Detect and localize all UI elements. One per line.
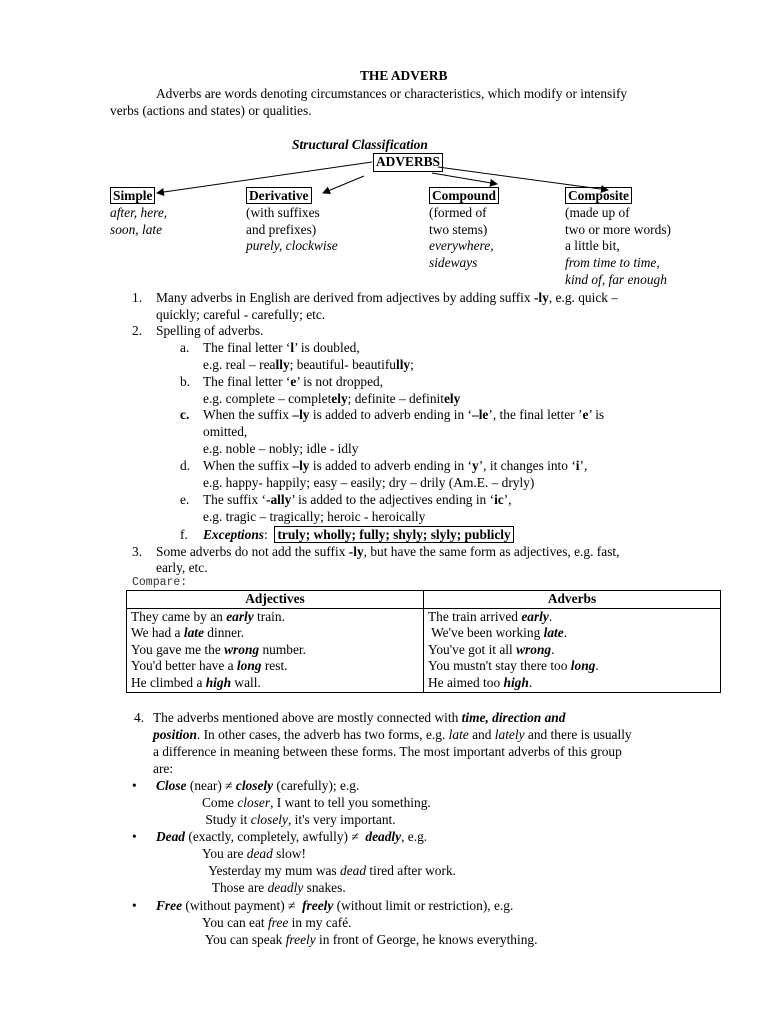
example-italic: deadly	[267, 880, 304, 895]
cell-text: .	[551, 641, 555, 657]
p2c-line-1	[203, 407, 604, 424]
p2c-ending: –le	[472, 407, 489, 422]
p2c-suffix: –ly	[292, 407, 310, 422]
p4-text: and	[468, 727, 495, 742]
example-text: in my café.	[288, 915, 352, 930]
p2b-text: e.g. complete – complet	[203, 391, 332, 406]
p2b-bold: ely	[443, 391, 461, 406]
p3-suffix: -ly	[348, 544, 364, 559]
cell-text: .	[548, 608, 553, 624]
p2b-line-1	[203, 374, 383, 391]
example-italic: dead	[246, 846, 273, 861]
bullet-text: (without limit or restriction), e.g.	[333, 898, 514, 913]
example-line	[202, 812, 396, 829]
cell-emph: wrong	[516, 641, 552, 657]
cell-text: You'd better have a	[131, 658, 237, 674]
p2a-text: ’ is doubled,	[294, 340, 360, 355]
bullet-dead	[156, 829, 427, 846]
cell-text: He climbed a	[131, 674, 206, 690]
p3-text: , but have the same form as adjectives, e.g. fast,	[363, 544, 620, 559]
p4-italic: lately	[494, 727, 525, 742]
table-row	[127, 658, 721, 675]
table-row	[127, 608, 721, 625]
classification-heading: Structural Classification	[292, 137, 428, 152]
p2a-text: ;	[410, 357, 414, 372]
p2e-example: e.g. tragic – tragically; heroic - heroically	[203, 509, 426, 524]
p2b-letter: e	[290, 374, 297, 389]
p3-line-1	[156, 544, 619, 561]
table-cell	[424, 675, 721, 692]
group-derivative-line: and prefixes)	[246, 221, 317, 237]
comparison-table	[126, 590, 721, 693]
cell-text: .	[528, 674, 533, 690]
example-text: Those are	[202, 880, 268, 895]
page-title: THE ADVERB	[360, 68, 448, 83]
example-line	[202, 915, 352, 932]
p2-number: 2.	[132, 323, 143, 338]
example-text: slow!	[272, 846, 306, 861]
p2a-bold: lly	[275, 357, 290, 372]
table-cell	[424, 608, 721, 625]
bullet-text: (carefully); e.g.	[273, 778, 360, 793]
table-cell	[424, 658, 721, 675]
group-simple	[110, 188, 167, 238]
cell-emph: long	[236, 658, 262, 674]
table-cell	[424, 625, 721, 642]
example-text: snakes.	[303, 880, 346, 895]
table-cell	[127, 658, 424, 675]
p1-text: Many adverbs in English are derived from adjectives by adding suffix	[156, 290, 534, 305]
p3-text: Some adverbs do not add the suffix	[156, 544, 349, 559]
example-line	[202, 795, 431, 812]
p2f-line	[203, 527, 514, 544]
arrow-to-compound	[432, 173, 497, 184]
bullet-text: (without payment) ≠	[182, 898, 303, 913]
table-row	[127, 675, 721, 692]
p4-text: . In other cases, the adverb has two forms, e.g.	[196, 727, 449, 742]
cell-emph: early	[521, 608, 549, 624]
group-simple-label: Simple	[110, 187, 155, 204]
p2a-example	[203, 357, 414, 374]
example-text: in front of George, he knows everything.	[315, 932, 538, 947]
p2e-text: ’,	[503, 492, 512, 507]
example-italic: freely	[285, 932, 316, 947]
example-text: Yesterday my mum was	[202, 863, 340, 878]
cell-text: rest.	[261, 658, 288, 674]
group-simple-line: soon, late	[110, 221, 163, 237]
cell-emph: high	[503, 674, 529, 690]
p2d-letter: i	[575, 458, 580, 473]
p2d-marker: d.	[180, 458, 191, 473]
example-line	[202, 932, 537, 949]
example-italic: dead	[340, 863, 367, 878]
example-text: Study it	[202, 812, 251, 827]
group-composite-line: from time to time,	[565, 255, 660, 271]
table-cell	[127, 608, 424, 625]
group-composite-line: two or more words)	[565, 221, 671, 237]
example-text: You can eat	[202, 915, 268, 930]
root-box-adverbs: ADVERBS	[373, 153, 443, 172]
bullet-word: Dead	[156, 829, 186, 844]
cell-text: .	[595, 658, 599, 674]
p2a-bold: lly	[395, 357, 411, 372]
p4-emph: time, direction and	[461, 710, 566, 725]
group-derivative-label: Derivative	[246, 187, 312, 204]
p2a-marker: a.	[180, 340, 190, 355]
p4-italic: late	[448, 727, 469, 742]
group-composite	[565, 188, 671, 289]
p2e-marker: e.	[180, 492, 190, 507]
p4-text: and there is usually	[524, 727, 632, 742]
p2c-marker: c.	[180, 407, 190, 422]
cell-text: dinner.	[203, 625, 245, 641]
example-line	[202, 863, 456, 880]
example-text: , it's very important.	[287, 812, 396, 827]
p4-line-3: a difference in meaning between these forms. The most important adverbs of this group	[153, 744, 622, 759]
p2b-example	[203, 391, 460, 408]
p2d-line-1	[203, 458, 587, 475]
example-line	[202, 880, 346, 897]
p2c-text: is added to adverb ending in ‘	[309, 407, 473, 422]
p4-line-1	[153, 710, 565, 727]
example-italic: closely	[250, 812, 288, 827]
p2d-text: ’,	[579, 458, 588, 473]
group-derivative-line: purely, clockwise	[246, 238, 338, 254]
example-text: Come	[202, 795, 238, 810]
p2e-text: The suffix ‘	[203, 492, 266, 507]
table-header-adverbs: Adverbs	[424, 591, 721, 609]
table-cell	[127, 625, 424, 642]
p4-number: 4.	[134, 710, 145, 725]
cell-text: He aimed too	[428, 674, 504, 690]
p2d-text: When the suffix	[203, 458, 293, 473]
cell-emph: wrong	[224, 641, 260, 657]
p2c-text: When the suffix	[203, 407, 293, 422]
p2a-text: The final letter ‘	[203, 340, 291, 355]
group-composite-line: a little bit,	[565, 238, 620, 254]
p2c-line-2: omitted,	[203, 424, 248, 439]
exceptions-box: truly; wholly; fully; shyly; slyly; publicly	[274, 526, 513, 543]
table-cell	[424, 642, 721, 659]
p2c-letter: e	[582, 407, 589, 422]
group-compound	[429, 188, 499, 272]
bullet-word: freely	[302, 898, 334, 913]
bullet-icon: •	[132, 898, 137, 913]
cell-emph: late	[183, 625, 204, 641]
p2b-text: ’ is not dropped,	[296, 374, 384, 389]
p1-suffix: -ly	[533, 290, 549, 305]
p1-line-1	[156, 290, 618, 307]
group-compound-line: everywhere,	[429, 238, 494, 254]
group-compound-line: sideways	[429, 255, 478, 271]
table-header-row	[127, 591, 721, 609]
group-composite-line: kind of, far enough	[565, 271, 667, 287]
group-derivative-line: (with suffixes	[246, 204, 320, 220]
p2f-marker: f.	[180, 527, 188, 542]
p2b-marker: b.	[180, 374, 191, 389]
cell-text: We've been working	[428, 625, 544, 641]
cell-text: You've got it all	[428, 641, 517, 657]
group-composite-label: Composite	[565, 187, 632, 204]
cell-text: train.	[253, 608, 285, 624]
example-italic: free	[267, 915, 289, 930]
p2d-suffix: –ly	[292, 458, 310, 473]
p2c-example: e.g. noble – nobly; idle - idly	[203, 441, 359, 456]
exceptions-colon: :	[264, 527, 268, 542]
p2c-text: ’, the final letter ’	[488, 407, 583, 422]
table-row	[127, 625, 721, 642]
group-compound-label: Compound	[429, 187, 499, 204]
table-row	[127, 642, 721, 659]
p2b-text: ; definite – definit	[347, 391, 444, 406]
p1-number: 1.	[132, 290, 143, 305]
example-italic: closer	[237, 795, 271, 810]
bullet-close	[156, 778, 359, 795]
example-text: You can speak	[202, 932, 286, 947]
cell-text: number.	[259, 641, 306, 657]
table-header-adjectives: Adjectives	[127, 591, 424, 609]
bullet-word: Close	[156, 778, 187, 793]
p4-emph: position	[153, 727, 197, 742]
bullet-icon: •	[132, 829, 137, 844]
cell-emph: long	[570, 658, 596, 674]
p2e-ending: ic	[494, 492, 504, 507]
cell-text: You gave me the	[131, 641, 225, 657]
p2d-ending: y	[472, 458, 479, 473]
p2-heading: Spelling of adverbs.	[156, 323, 264, 338]
compare-label: Compare:	[132, 576, 188, 589]
p2b-text: The final letter ‘	[203, 374, 291, 389]
p4-text: The adverbs mentioned above are mostly connected with	[153, 710, 462, 725]
p1-text: , e.g. quick –	[548, 290, 618, 305]
cell-text: They came by an	[131, 608, 227, 624]
p4-line-2	[153, 727, 632, 744]
p2e-text: ’ is added to the adjectives ending in ‘	[291, 492, 495, 507]
p3-line-2: early, etc.	[156, 560, 208, 575]
p2d-example: e.g. happy- happily; easy – easily; dry – drily (Am.E. – dryly)	[203, 475, 535, 490]
group-simple-line: after, here,	[110, 204, 168, 220]
p2b-bold: ely	[331, 391, 348, 406]
p2a-text: ; beautiful- beautifu	[289, 357, 396, 372]
example-text: , I want to tell you something.	[270, 795, 431, 810]
bullet-text: , e.g.	[401, 829, 428, 844]
intro-line-1: Adverbs are words denoting circumstances or characteristics, which modify or intensify	[156, 86, 628, 101]
bullet-word: deadly	[365, 829, 402, 844]
p2a-line-1	[203, 340, 360, 357]
bullet-word: closely	[235, 778, 274, 793]
group-composite-line: (made up of	[565, 204, 630, 220]
cell-emph: late	[543, 625, 564, 641]
p2e-line-1	[203, 492, 512, 509]
group-derivative	[246, 188, 338, 255]
table-cell	[127, 675, 424, 692]
bullet-text: (exactly, completely, awfully) ≠	[185, 829, 366, 844]
exceptions-label: Exceptions	[203, 527, 265, 542]
cell-text: We had a	[131, 625, 184, 641]
intro-line-2: verbs (actions and states) or qualities.	[110, 103, 312, 118]
group-compound-line: two stems)	[429, 221, 488, 237]
cell-text: You mustn't stay there too	[428, 658, 571, 674]
bullet-word: Free	[156, 898, 183, 913]
cell-text: wall.	[231, 674, 261, 690]
p2c-text: ’ is	[588, 407, 605, 422]
cell-text: The train arrived	[428, 608, 522, 624]
table-cell	[127, 642, 424, 659]
cell-emph: high	[205, 674, 232, 690]
p1-line-2: quickly; careful - carefully; etc.	[156, 307, 326, 322]
bullet-icon: •	[132, 778, 137, 793]
p2d-text: ’, it changes into ‘	[478, 458, 576, 473]
p2d-text: is added to adverb ending in ‘	[309, 458, 473, 473]
group-compound-line: (formed of	[429, 204, 487, 220]
p2a-text: e.g. real – rea	[203, 357, 276, 372]
example-text: You are	[202, 846, 247, 861]
p2a-letter: l	[290, 340, 295, 355]
bullet-text: (near) ≠	[186, 778, 236, 793]
p4-line-4: are:	[153, 761, 174, 776]
p3-number: 3.	[132, 544, 143, 559]
cell-emph: early	[226, 608, 254, 624]
p2e-suffix: -ally	[265, 492, 292, 507]
bullet-free	[156, 898, 513, 915]
example-text: tired after work.	[366, 863, 457, 878]
cell-text: .	[563, 625, 568, 641]
example-line	[202, 846, 306, 863]
